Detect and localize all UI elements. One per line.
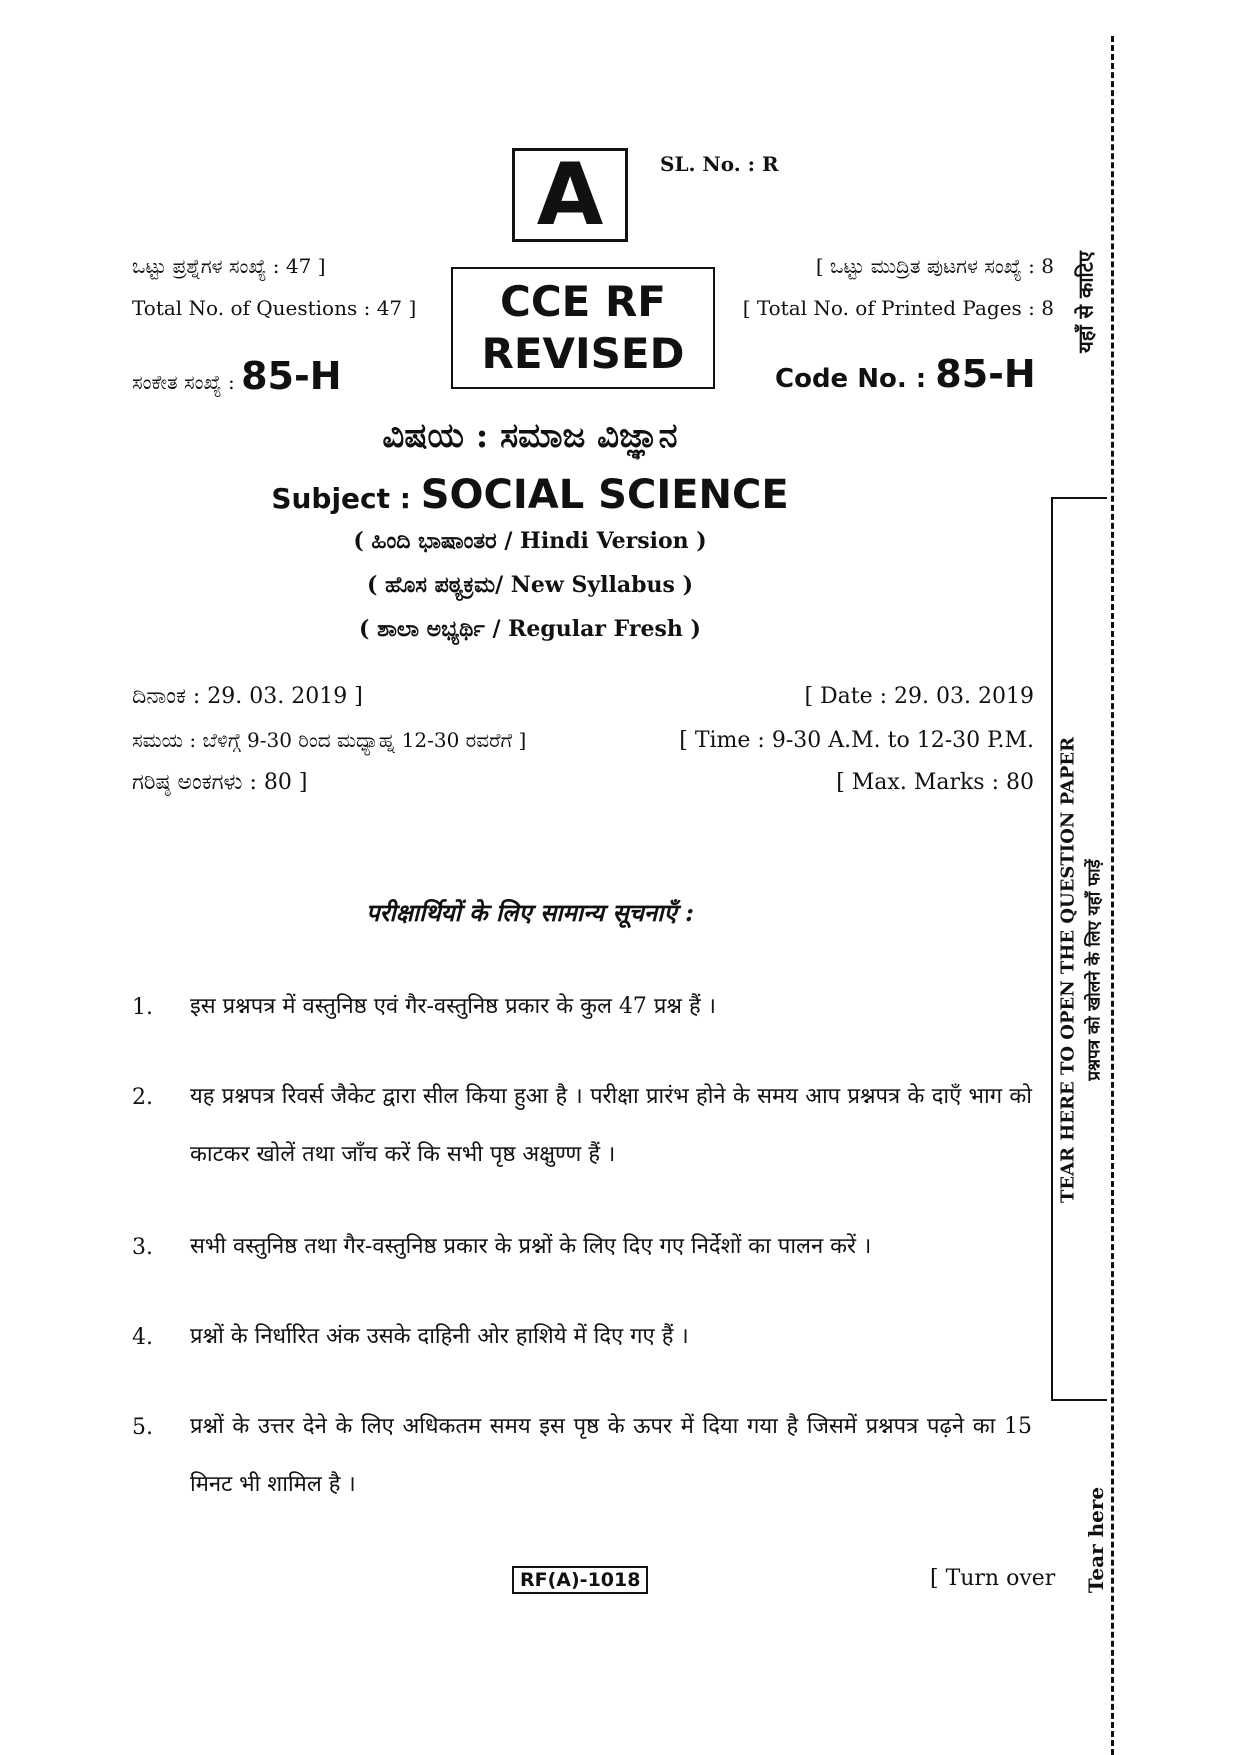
cce-rf-revised-box: [451, 267, 715, 389]
subject-english: [0, 472, 1060, 518]
en-code-number: [775, 352, 1036, 396]
kn-code-number: [132, 354, 342, 398]
en-time: [ Time : 9-30 A.M. to 12-30 P.M.: [679, 728, 1034, 753]
version-line: ( ಹಿಂದಿ ಭಾಷಾಂತರ / Hindi Version ): [353, 528, 707, 554]
instruction-text: सभी वस्तुनिष्ठ तथा गैर-वस्तुनिष्ठ प्रकार के प्रश्नों के लिए दिए गए निर्देशों का पालन करें ।: [190, 1234, 872, 1259]
set-letter-box: [512, 145, 628, 245]
tear-instruction-english: TEAR HERE TO OPEN THE QUESTION PAPER: [1057, 736, 1079, 1204]
syllabus-line: ( ಹೊಸ ಪಠ್ಯಕ್ರಮ/ New Syllabus ): [367, 572, 693, 598]
candidate-line: ( ಶಾಲಾ ಅಭ್ಯರ್ಥಿ / Regular Fresh ): [359, 616, 701, 642]
kn-code-value: 85-H: [241, 354, 342, 398]
instruction-number: 1.: [132, 995, 153, 1020]
subject-name: SOCIAL SCIENCE: [420, 472, 789, 518]
kn-max-marks: ಗರಿಷ್ಠ ಅಂಕಗಳು : 80 ]: [132, 770, 308, 795]
instruction-text: प्रश्नों के उत्तर देने के लिए अधिकतम समय इस पृष्ठ के ऊपर में दिया गया है जिसमें प्रश्नपत्र पढ़ने का 15 मिनट भी शामिल है ।: [190, 1414, 1032, 1497]
instruction-number: 2.: [132, 1085, 153, 1110]
instructions-heading: परीक्षार्थियों के लिए सामान्य सूचनाएँ :: [366, 898, 694, 927]
kn-printed-pages: [ ಒಟ್ಟು ಮುದ್ರಿತ ಪುಟಗಳ ಸಂಖ್ಯೆ : 8: [815, 254, 1054, 278]
subject-kannada: ವಿಷಯ : ಸಮಾಜ ವಿಜ್ಞಾನ: [382, 416, 678, 456]
en-total-questions: Total No. of Questions : 47 ]: [132, 296, 417, 320]
instruction-number: 5.: [132, 1415, 153, 1440]
en-max-marks: [ Max. Marks : 80: [836, 770, 1034, 795]
tear-instruction-hindi: प्रश्नपत्र को खोलने के लिए यहाँ फाड़ें: [1084, 859, 1105, 1081]
instruction-number: 3.: [132, 1235, 153, 1260]
serial-number: SL. No. : R: [660, 152, 779, 176]
turn-over: [ Turn over: [930, 1566, 1056, 1591]
instruction-number: 4.: [132, 1325, 153, 1350]
tear-here-label: Tear here: [1084, 1486, 1108, 1594]
en-code-value: 85-H: [935, 352, 1036, 396]
instruction-text: यह प्रश्नपत्र रिवर्स जैकेट द्वारा सील किया हुआ है । परीक्षा प्रारंभ होने के समय आप प्रश्नपत्र के दाएँ भाग को काटकर खोलें तथा जाँच करें कि सभी पृष्ठ अक्षुण्ण हैं ।: [190, 1084, 1032, 1167]
footer-paper-code: RF(A)-1018: [512, 1566, 648, 1594]
cut-here-hindi: यहाँ से काटिए: [1073, 251, 1098, 353]
en-code-label: Code No. :: [775, 364, 927, 394]
en-date: [ Date : 29. 03. 2019: [804, 684, 1034, 709]
kn-time: ಸಮಯ : ಬೆಳಿಗ್ಗೆ 9-30 ರಿಂದ ಮಧ್ಯಾಹ್ನ 12-30 ರವರೆಗೆ ]: [132, 728, 527, 752]
set-letter: A: [536, 145, 604, 245]
cce-line-1: CCE RF: [500, 277, 666, 326]
kn-total-questions: ಒಟ್ಟು ಪ್ರಶ್ನೆಗಳ ಸಂಖ್ಯೆ : 47 ]: [132, 254, 326, 278]
kn-code-label: ಸಂಕೇತ ಸಂಖ್ಯೆ :: [132, 370, 235, 394]
instruction-text: इस प्रश्नपत्र में वस्तुनिष्ठ एवं गैर-वस्तुनिष्ठ प्रकार के कुल 47 प्रश्न हैं ।: [190, 994, 716, 1019]
tear-dashed-line: [1111, 36, 1114, 1755]
subject-label: Subject :: [271, 482, 411, 515]
en-printed-pages: [ Total No. of Printed Pages : 8: [742, 296, 1054, 320]
cce-line-2: REVISED: [481, 329, 685, 378]
kn-date: ದಿನಾಂಕ : 29. 03. 2019 ]: [132, 684, 363, 709]
instruction-text: प्रश्नों के निर्धारित अंक उसके दाहिनी ओर हाशिये में दिए गए हैं ।: [190, 1324, 689, 1349]
